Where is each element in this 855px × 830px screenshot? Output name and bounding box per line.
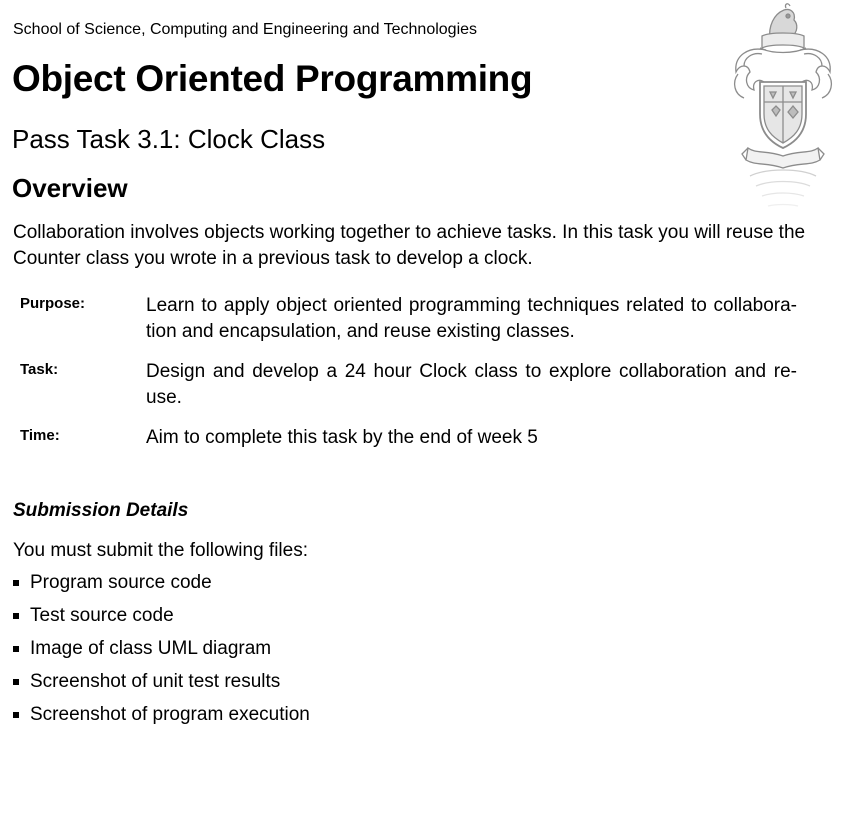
file-label: Image of class UML diagram — [30, 638, 272, 659]
task-details — [20, 293, 797, 455]
time-row — [20, 425, 797, 455]
task-subtitle: Pass Task 3.1: Clock Class — [12, 124, 326, 154]
overview-heading: Overview — [12, 173, 128, 203]
list-item — [13, 638, 310, 671]
submission-heading: Submission Details — [13, 500, 189, 521]
file-label: Screenshot of unit test results — [30, 671, 281, 692]
bullet-icon — [13, 679, 19, 685]
overview-intro: Collaboration involves objects working together to achieve tasks. In this task you will reuse the Counter class you wrote in a previous task to develop a clock. — [13, 222, 806, 269]
file-label: Program source code — [30, 572, 212, 593]
list-item — [13, 605, 310, 638]
bullet-icon — [13, 712, 19, 718]
task-text: Design and develop a 24 hour Clock class to explore collaboration and re-use. — [146, 361, 797, 408]
submission-intro: You must submit the following files: — [13, 540, 309, 561]
bullet-icon — [13, 580, 19, 586]
list-item — [13, 704, 310, 737]
purpose-label: Purpose: — [20, 295, 86, 312]
time-text: Aim to complete this task by the end of week 5 — [146, 427, 538, 448]
purpose-row — [20, 293, 797, 359]
purpose-text: Learn to apply object oriented programming techniques related to collabora-tion and encapsulation, and reuse existing classes. — [146, 295, 797, 342]
university-crest-logo — [726, 2, 838, 214]
file-label: Test source code — [30, 605, 174, 626]
list-item — [13, 671, 310, 704]
file-label: Screenshot of program execution — [30, 704, 310, 725]
bullet-icon — [13, 646, 19, 652]
submission-file-list — [13, 572, 310, 737]
list-item — [13, 572, 310, 605]
time-label: Time: — [20, 427, 60, 444]
bullet-icon — [13, 613, 19, 619]
page-title: Object Oriented Programming — [12, 58, 533, 99]
school-name: School of Science, Computing and Engineering and Technologies — [13, 21, 478, 38]
task-label: Task: — [20, 361, 59, 378]
task-row — [20, 359, 797, 425]
